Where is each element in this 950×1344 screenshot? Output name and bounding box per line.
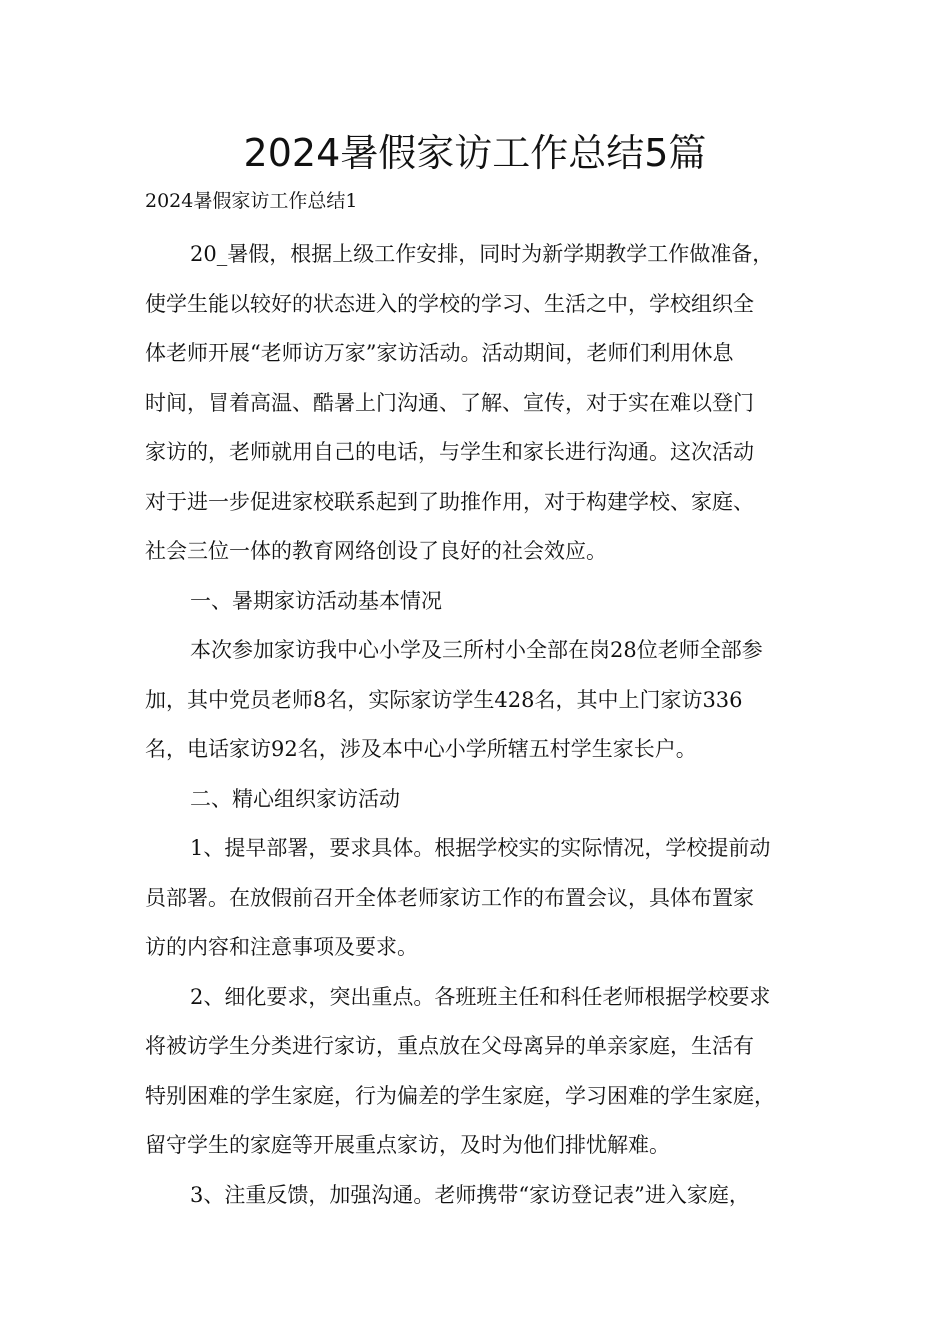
body-line: 访的内容和注意事项及要求。: [145, 935, 418, 959]
body-line: 社会三位一体的教育网络创设了良好的社会效应。: [145, 539, 607, 563]
section-subtitle: 2024暑假家访工作总结1: [145, 190, 358, 212]
body-line: 对于进一步促进家校联系起到了助推作用，对于构建学校、家庭、: [145, 489, 754, 514]
body-line: 二、精心组织家访活动: [190, 786, 400, 811]
body-line: 体老师开展“老师访万家”家访活动。活动期间，老师们利用休息: [145, 341, 734, 365]
body-line: 加，其中党员老师8名，实际家访学生428名，其中上门家访336: [145, 687, 743, 712]
body-line: 员部署。在放假前召开全体老师家访工作的布置会议，具体布置家: [145, 885, 754, 910]
body-line: 3、注重反馈，加强沟通。老师携带“家访登记表”进入家庭，: [190, 1182, 750, 1207]
body-line: 使学生能以较好的状态进入的学校的学习、生活之中，学校组织全: [145, 291, 754, 316]
body-line: 留守学生的家庭等开展重点家访，及时为他们排忧解难。: [145, 1133, 670, 1157]
body-line: 20_暑假，根据上级工作安排，同时为新学期教学工作做准备，: [190, 242, 774, 266]
body-line: 特别困难的学生家庭，行为偏差的学生家庭，学习困难的学生家庭，: [145, 1083, 775, 1108]
body-line: 将被访学生分类进行家访，重点放在父母离异的单亲家庭，生活有: [145, 1034, 754, 1058]
body-line: 一、暑期家访活动基本情况: [190, 588, 442, 613]
body-line: 本次参加家访我中心小学及三所村小全部在岗28位老师全部参: [190, 638, 763, 662]
document-body: [145, 230, 835, 1220]
document-title: 2024暑假家访工作总结5篇: [243, 131, 707, 175]
body-line: 家访的，老师就用自己的电话，与学生和家长进行沟通。这次活动: [145, 440, 754, 464]
body-line: 名，电话家访92名，涉及本中心小学所辖五村学生家长户。: [145, 737, 697, 761]
body-line: 时间，冒着高温、酷暑上门沟通、了解、宣传，对于实在难以登门: [145, 390, 754, 415]
body-line: 2、细化要求，突出重点。各班班主任和科任老师根据学校要求: [190, 984, 771, 1009]
body-line: 1、提早部署，要求具体。根据学校实的实际情况，学校提前动: [190, 836, 771, 860]
